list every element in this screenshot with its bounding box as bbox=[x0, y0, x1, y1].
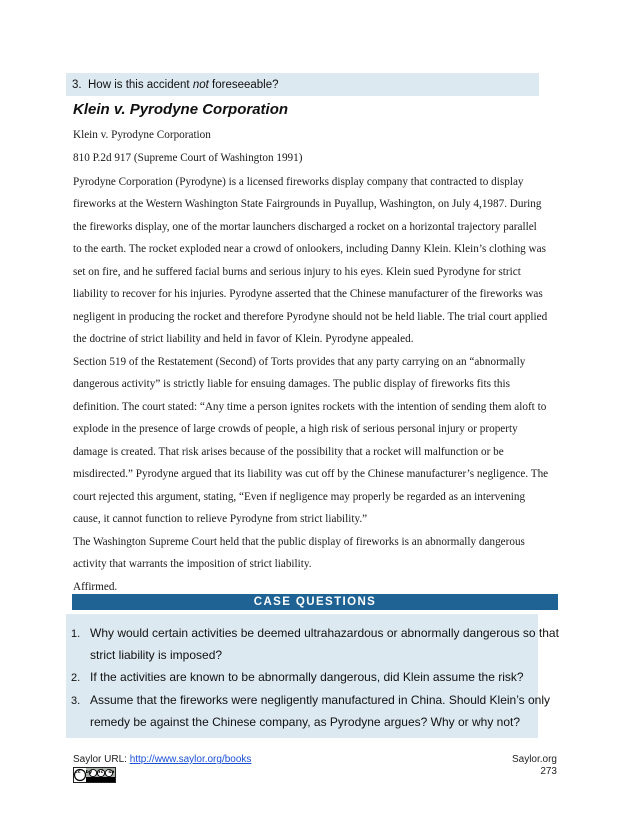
case-body-line: Section 519 of the Restatement (Second) of Torts provides that any party carrying on an “abnormally bbox=[73, 356, 526, 368]
case-body-line: court rejected this argument, stating, “Even if negligence may properly be regarded as an intervening bbox=[73, 491, 526, 503]
case-body-line: The Washington Supreme Court held that the public display of fireworks is an abnormally dangerous bbox=[73, 536, 525, 548]
case-body-line: cause, it cannot function to relieve Pyrodyne from strict liability.” bbox=[73, 513, 368, 525]
case-body-line: dangerous activity” is strictly liable for ensuing damages. The public display of fireworks fits this bbox=[73, 378, 510, 390]
creative-commons-license-icon bbox=[73, 767, 116, 783]
case-question-number: 3. bbox=[71, 695, 81, 707]
case-body-line: activity that warrants the imposition of strict liability. bbox=[73, 558, 312, 570]
cc-mark: cc by nc sa bbox=[75, 770, 115, 775]
case-body-line: the doctrine of strict liability and held in favor of Klein. Pyrodyne appealed. bbox=[73, 333, 414, 345]
page-number: 273 bbox=[540, 766, 557, 777]
case-body-line: the fireworks display, one of the mortar launchers discharged a rocket on a horizontal trajectory parallel bbox=[73, 221, 537, 233]
case-questions-heading: CASE QUESTIONS bbox=[72, 594, 558, 610]
case-question-number: 1. bbox=[71, 628, 81, 640]
case-body-line: set on fire, and he suffered facial burns and serious injury to his eyes. Klein sued Pyrodyne for strict bbox=[73, 266, 521, 278]
question-number: 3. bbox=[72, 79, 82, 91]
question-text-pre: How is this accident bbox=[88, 79, 193, 91]
previous-question-box bbox=[66, 73, 539, 96]
case-body-line: fireworks at the Western Washington State Fairgrounds in Puyallup, Washington, on July 4,1987. During bbox=[73, 198, 542, 210]
question-emphasis: not bbox=[192, 79, 209, 91]
case-name-line: Klein v. Pyrodyne Corporation bbox=[73, 129, 211, 141]
case-body-line: Pyrodyne Corporation (Pyrodyne) is a licensed fireworks display company that contracted to display bbox=[73, 176, 524, 188]
case-body-line: definition. The court stated: “Any time a person ignites rockets with the intention of sending them aloft to bbox=[73, 401, 547, 413]
case-question-text: If the activities are known to be abnormally dangerous, did Klein assume the risk? bbox=[90, 670, 524, 684]
case-body-line: to the earth. The rocket exploded near a crowd of onlookers, including Danny Klein. Klein’s clothing was bbox=[73, 243, 546, 255]
footer-url-label: Saylor URL: bbox=[73, 754, 130, 765]
previous-question bbox=[72, 79, 279, 91]
question-text-post: foreseeable? bbox=[208, 79, 279, 91]
case-question-text: Why would certain activities be deemed ultrahazardous or abnormally dangerous so that bbox=[90, 626, 559, 640]
case-body-line: liability to recover for his injuries. Pyrodyne asserted that the Chinese manufacturer of the fireworks was bbox=[73, 288, 543, 300]
case-body-line: negligent in producing the rocket and therefore Pyrodyne should not be held liable. The trial court applied bbox=[73, 311, 548, 323]
case-body-line: damage is created. That risk arises because of the possibility that a rocket will malfunction or be bbox=[73, 446, 504, 458]
case-citation: 810 P.2d 917 (Supreme Court of Washington 1991) bbox=[73, 152, 303, 164]
case-question-text: strict liability is imposed? bbox=[90, 648, 223, 662]
case-disposition: Affirmed. bbox=[73, 581, 118, 593]
case-body-line: explode in the presence of large crowds of people, a high risk of serious personal injury or property bbox=[73, 423, 518, 435]
case-body-line: misdirected.” Pyrodyne argued that its liability was cut off by the Chinese manufacturer’s negligence. The bbox=[73, 468, 549, 480]
case-title: Klein v. Pyrodyne Corporation bbox=[73, 101, 289, 118]
case-question-text: Assume that the fireworks were negligently manufactured in China. Should Klein’s only bbox=[90, 693, 551, 707]
footer-site: Saylor.org bbox=[511, 754, 557, 765]
case-question-text: remedy be against the Chinese company, as Pyrodyne argues? Why or why not? bbox=[90, 715, 521, 729]
footer-source bbox=[73, 754, 251, 765]
saylor-url-link[interactable]: http://www.saylor.org/books bbox=[129, 754, 252, 765]
case-question-number: 2. bbox=[71, 672, 81, 684]
